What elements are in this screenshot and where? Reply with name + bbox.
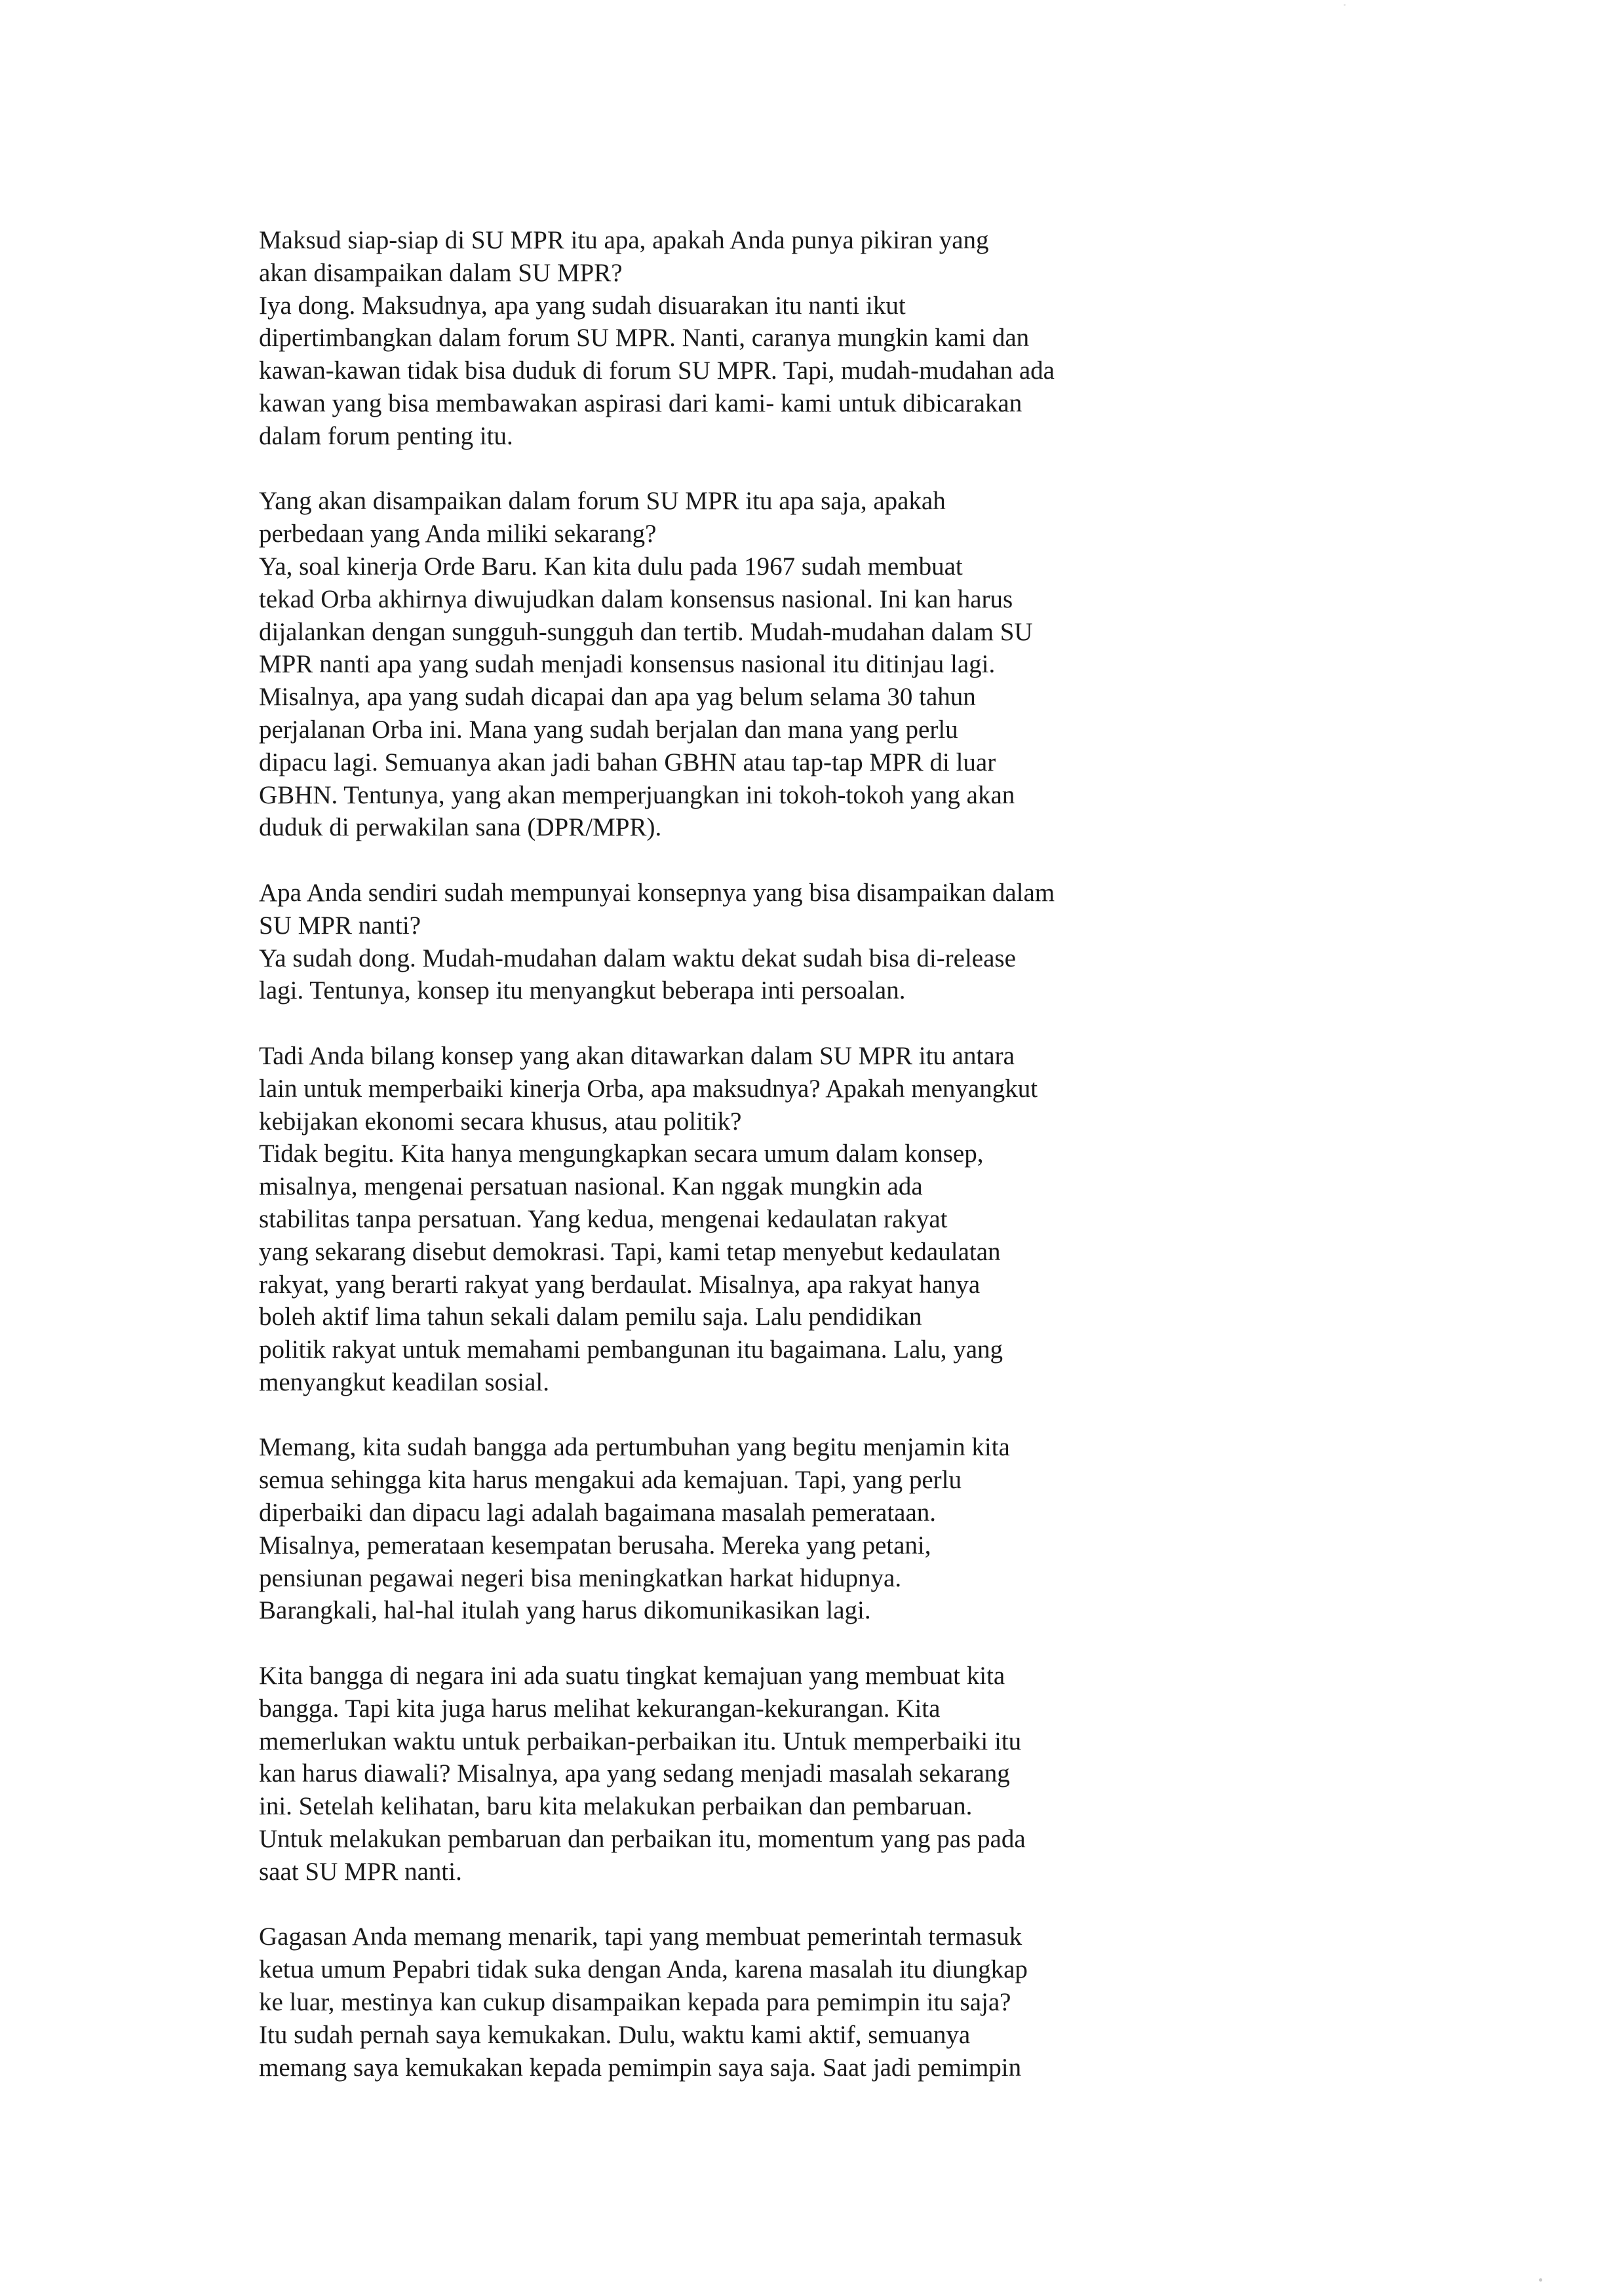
text-line: Ya sudah dong. Mudah-mudahan dalam waktu dekat sudah bisa di-release [259, 944, 1016, 972]
text-line: kawan yang bisa membawakan aspirasi dari kami- kami untuk dibicarakan [259, 389, 1022, 417]
text-line: kan harus diawali? Misalnya, apa yang sedang menjadi masalah sekarang [259, 1759, 1010, 1788]
text-line: Kita bangga di negara ini ada suatu tingkat kemajuan yang membuat kita [259, 1662, 1005, 1691]
text-line: kebijakan ekonomi secara khusus, atau politik? [259, 1107, 742, 1136]
text-line: kawan-kawan tidak bisa duduk di forum SU MPR. Tapi, mudah-mudahan ada [259, 356, 1055, 385]
text-line: perbedaan yang Anda miliki sekarang? [259, 520, 657, 548]
text-line: dipertimbangkan dalam forum SU MPR. Nanti, caranya mungkin kami dan [259, 324, 1030, 353]
text-line: stabilitas tanpa persatuan. Yang kedua, mengenai kedaulatan rakyat [259, 1204, 948, 1233]
text-line: memang saya kemukakan kepada pemimpin saya saja. Saat jadi pemimpin [259, 2053, 1022, 2082]
text-line: Misalnya, apa yang sudah dicapai dan apa yag belum selama 30 tahun [259, 683, 976, 712]
text-line: MPR nanti apa yang sudah menjadi konsensus nasional itu ditinjau lagi. [259, 650, 996, 679]
text-line: akan disampaikan dalam SU MPR? [259, 258, 623, 287]
text-line: bangga. Tapi kita juga harus melihat kekurangan-kekurangan. Kita [259, 1694, 941, 1723]
text-line: duduk di perwakilan sana (DPR/MPR). [259, 813, 662, 842]
text-line: tekad Orba akhirnya diwujudkan dalam konsensus nasional. Ini kan harus [259, 584, 1013, 613]
text-line: Memang, kita sudah bangga ada pertumbuhan yang begitu menjamin kita [259, 1433, 1010, 1462]
text-line: ke luar, mestinya kan cukup disampaikan kepada para pemimpin itu saja? [259, 1988, 1011, 2017]
text-line: SU MPR nanti? [259, 911, 421, 940]
text-line: Barangkali, hal-hal itulah yang harus dikomunikasikan lagi. [259, 1596, 871, 1625]
text-line: memerlukan waktu untuk perbaikan-perbaikan itu. Untuk memperbaiki itu [259, 1727, 1022, 1755]
text-line: perjalanan Orba ini. Mana yang sudah berjalan dan mana yang perlu [259, 715, 958, 744]
text-line: misalnya, mengenai persatuan nasional. Kan nggak mungkin ada [259, 1172, 923, 1201]
text-line: Iya dong. Maksudnya, apa yang sudah disuarakan itu nanti ikut [259, 291, 906, 320]
text-line: ini. Setelah kelihatan, baru kita melakukan perbaikan dan pembaruan. [259, 1792, 973, 1821]
text-line: politik rakyat untuk memahami pembangunan itu bagaimana. Lalu, yang [259, 1335, 1003, 1364]
text-line: Misalnya, pemerataan kesempatan berusaha. Mereka yang petani, [259, 1531, 931, 1559]
paragraph-2 [259, 485, 1412, 844]
text-line: rakyat, yang berarti rakyat yang berdaulat. Misalnya, apa rakyat hanya [259, 1270, 981, 1299]
scan-speck [1344, 4, 1346, 6]
text-line: Itu sudah pernah saya kemukakan. Dulu, waktu kami aktif, semuanya [259, 2020, 971, 2049]
paragraph-5 [259, 1431, 1412, 1627]
paragraph-1 [259, 224, 1412, 453]
paragraph-6 [259, 1660, 1412, 1888]
document-body [259, 224, 1412, 2116]
text-line: pensiunan pegawai negeri bisa meningkatkan harkat hidupnya. [259, 1563, 902, 1592]
text-line: Gagasan Anda memang menarik, tapi yang membuat pemerintah termasuk [259, 1923, 1022, 1951]
text-line: Apa Anda sendiri sudah mempunyai konsepnya yang bisa disampaikan dalam [259, 878, 1055, 907]
text-line: boleh aktif lima tahun sekali dalam pemilu saja. Lalu pendidikan [259, 1303, 922, 1331]
scan-speck [1539, 2278, 1542, 2282]
text-line: diperbaiki dan dipacu lagi adalah bagaimana masalah pemerataan. [259, 1499, 937, 1527]
paragraph-4 [259, 1040, 1412, 1399]
text-line: semua sehingga kita harus mengakui ada kemajuan. Tapi, yang perlu [259, 1466, 962, 1495]
text-line: dijalankan dengan sungguh-sungguh dan tertib. Mudah-mudahan dalam SU [259, 617, 1033, 646]
text-line: yang sekarang disebut demokrasi. Tapi, kami tetap menyebut kedaulatan [259, 1237, 1001, 1266]
text-line: Tadi Anda bilang konsep yang akan ditawarkan dalam SU MPR itu antara [259, 1041, 1015, 1070]
paragraph-3 [259, 877, 1412, 1007]
text-line: Ya, soal kinerja Orde Baru. Kan kita dulu pada 1967 sudah membuat [259, 552, 963, 581]
text-line: dalam forum penting itu. [259, 421, 513, 450]
text-line: menyangkut keadilan sosial. [259, 1368, 549, 1396]
text-line: saat SU MPR nanti. [259, 1857, 462, 1886]
text-line: lain untuk memperbaiki kinerja Orba, apa maksudnya? Apakah menyangkut [259, 1074, 1038, 1103]
paragraph-7 [259, 1921, 1412, 2084]
text-line: lagi. Tentunya, konsep itu menyangkut beberapa inti persoalan. [259, 976, 906, 1005]
text-line: dipacu lagi. Semuanya akan jadi bahan GBHN atau tap-tap MPR di luar [259, 748, 996, 776]
text-line: Tidak begitu. Kita hanya mengungkapkan secara umum dalam konsep, [259, 1139, 984, 1168]
text-line: Maksud siap-siap di SU MPR itu apa, apakah Anda punya pikiran yang [259, 226, 989, 254]
text-line: Untuk melakukan pembaruan dan perbaikan itu, momentum yang pas pada [259, 1825, 1026, 1854]
text-line: Yang akan disampaikan dalam forum SU MPR itu apa saja, apakah [259, 487, 946, 516]
text-line: GBHN. Tentunya, yang akan memperjuangkan ini tokoh-tokoh yang akan [259, 780, 1015, 809]
text-line: ketua umum Pepabri tidak suka dengan Anda, karena masalah itu diungkap [259, 1955, 1028, 1984]
